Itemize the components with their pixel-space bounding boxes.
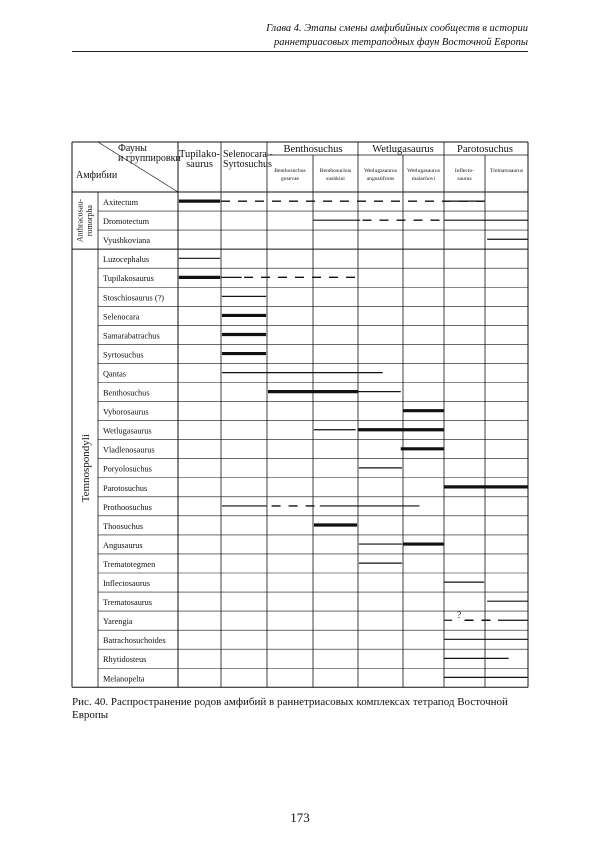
subcolumn-header: Inflecto- (454, 168, 475, 174)
taxon-name: Wetlugasaurus (103, 426, 152, 436)
taxon-name: Benthosuchus (103, 388, 150, 398)
taxon-name: Qantas (103, 369, 127, 379)
taxon-name: Axitectum (103, 198, 139, 207)
subcolumn-header: Wetlugasaurus (364, 168, 397, 174)
group-header-parotosuchus: Parotosuchus (457, 144, 513, 155)
taxon-name: Melanopelta (103, 674, 145, 684)
group-header-tupilakosaurus-2: saurus (186, 159, 213, 170)
taxon-name: Vyushkoviana (103, 236, 151, 246)
subcolumn-header: Benthosuchus (319, 168, 352, 174)
subcolumn-header: Trematosaurus (489, 168, 524, 174)
taxon-name: Parotosuchus (103, 483, 148, 493)
running-header-line-1: Глава 4. Этапы смены амфибийных сообществ в истории (266, 23, 528, 34)
taxon-name: Prothoosuchus (103, 502, 152, 512)
subcolumn-header: malachovi (411, 176, 436, 182)
corner-label-amphibians: Амфибии (76, 170, 118, 181)
subcolumn-header: sushkini (326, 176, 345, 182)
taxon-name: Inflectosaurus (103, 579, 150, 588)
group-header-tupilakosaurus-1: Tupilako- (178, 149, 221, 160)
subcolumn-header: angustifrons (366, 176, 395, 182)
taxon-name: Trematosaurus (103, 598, 153, 608)
taxon-name: Thoosuchus (103, 521, 144, 531)
taxon-name: Vyborosaurus (103, 407, 149, 417)
page-number: 173 (290, 810, 310, 825)
subcolumn-header: Wetlugasaurus (407, 168, 440, 174)
subcolumn-header: saurus (457, 176, 472, 182)
taxon-name: Rhytidosteus (103, 655, 147, 665)
corner-label-groups: и группировки (118, 153, 181, 164)
taxon-name: Tupilakosaurus (103, 274, 154, 284)
taxon-name: Selenocara (103, 312, 140, 322)
group-header-selenocara-1: Selenocara - (223, 149, 273, 160)
side-group-label-anthracosauromorpha-2: romorpha (85, 205, 94, 237)
taxon-name: Poryolosuchus (103, 464, 152, 474)
taxon-name: Vladlenosaurus (103, 445, 155, 455)
taxon-name: Angusaurus (103, 540, 143, 550)
group-header-selenocara-2: Syrtosuchus (223, 159, 272, 170)
subcolumn-header: Benthosuchus (274, 168, 306, 174)
taxon-name: Yarengia (103, 617, 133, 627)
taxon-name: Trematotegmen (103, 559, 156, 569)
taxon-name: Stoschiosaurus (?) (103, 293, 165, 303)
taxon-name: Dromotectum (103, 217, 150, 227)
taxon-name: Samarabatrachus (103, 331, 160, 341)
taxon-name: Batrachosuchoides (103, 636, 166, 646)
group-header-benthosuchus: Benthosuchus (283, 144, 343, 155)
corner-label-faunas: Фауны (118, 143, 147, 154)
side-group-label-anthracosauromorpha-1: Anthracosau- (75, 199, 85, 243)
taxon-name: Syrtosuchus (103, 350, 144, 360)
group-header-wetlugasaurus: Wetlugasaurus (372, 144, 434, 155)
uncertainty-mark: ? (457, 610, 462, 621)
subcolumn-header: gusevae (280, 176, 300, 182)
side-group-label-temnospondyli: Temnospondyli (80, 434, 92, 503)
running-header-line-2: раннетриасовых тетраподных фаун Восточной Европы (274, 37, 528, 48)
taxon-name: Luzocephalus (103, 255, 150, 265)
figure-caption: Рис. 40. Распространение родов амфибий в раннетриасовых комплексах тетрапод Восточной Европы (72, 696, 508, 721)
